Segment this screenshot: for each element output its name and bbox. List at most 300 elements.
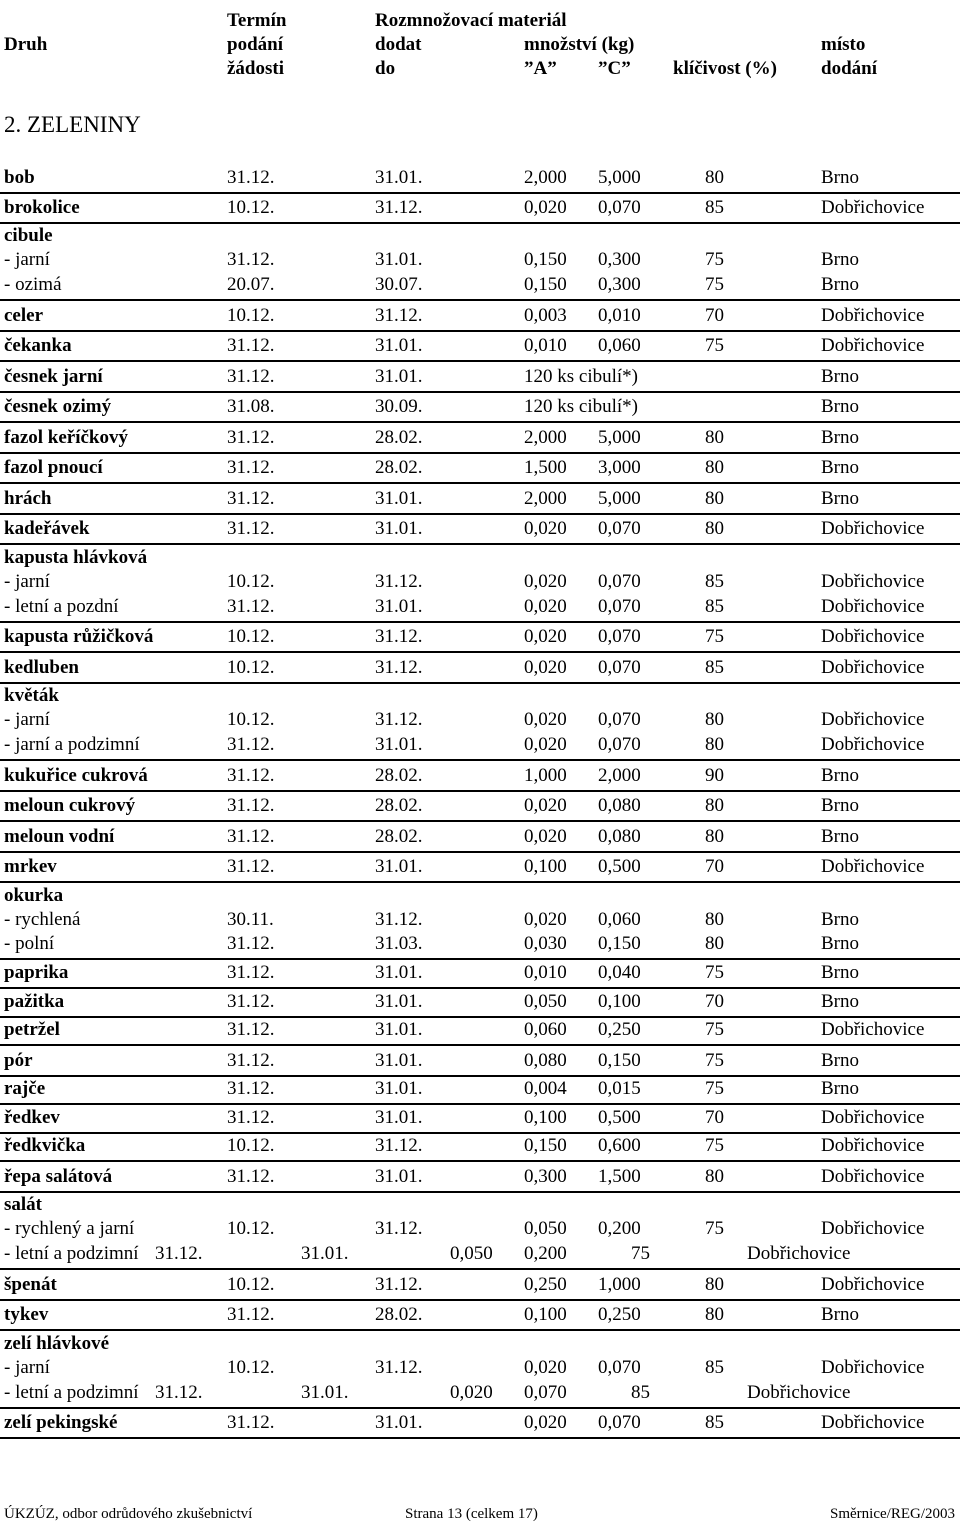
cell-termin-podani: 30.11. — [227, 909, 274, 930]
table-row — [0, 570, 960, 594]
cell-klicivost: 80 — [705, 1166, 724, 1187]
cell-klicivost: 80 — [705, 709, 724, 730]
cell-mnozstvi-c: 0,600 — [598, 1135, 641, 1156]
cell-dodat-do: 31.01. — [375, 1019, 423, 1040]
cell-termin-podani: 20.07. — [227, 274, 275, 295]
crop-name: - jarní — [4, 571, 50, 592]
cell-misto-dodani: Brno — [821, 826, 859, 847]
cell-dodat-do: 28.02. — [375, 457, 423, 478]
cell-mnozstvi-a: 0,020 — [524, 1412, 567, 1433]
crop-name: česnek ozimý — [4, 396, 112, 417]
crop-name: cibule — [4, 225, 53, 246]
table-row — [0, 625, 960, 649]
cell-dodat-do: 31.12. — [375, 1357, 423, 1378]
cell-misto-dodani: Dobřichovice — [821, 596, 925, 617]
cell-klicivost: 80 — [705, 826, 724, 847]
cell-mnozstvi-c: 0,070 — [598, 1357, 641, 1378]
header-misto-2: dodání — [821, 58, 877, 79]
cell-termin-podani: 31.12. — [227, 991, 275, 1012]
cell-misto-dodani: Brno — [821, 909, 859, 930]
cell-misto-dodani: Brno — [821, 962, 859, 983]
cell-misto-dodani: Dobřichovice — [821, 197, 925, 218]
cell-misto-dodani: Dobřichovice — [747, 1382, 851, 1403]
table-row — [0, 1411, 960, 1435]
section-title: 2. ZELENINY — [4, 112, 141, 137]
cell-misto-dodani: Brno — [821, 1078, 859, 1099]
cell-dodat-do: 31.12. — [375, 1218, 423, 1239]
table-row — [0, 1134, 960, 1158]
cell-termin-podani: 31.12. — [227, 826, 275, 847]
table-row — [0, 656, 960, 680]
table-row — [0, 334, 960, 358]
cell-misto-dodani: Brno — [821, 488, 859, 509]
cell-termin-podani: 10.12. — [227, 571, 275, 592]
cell-dodat-do: 30.09. — [375, 396, 423, 417]
cell-dodat-do: 31.01. — [375, 249, 423, 270]
cell-dodat-do: 31.12. — [375, 626, 423, 647]
cell-mnozstvi-a: 0,020 — [524, 826, 567, 847]
cell-termin-podani: 31.12. — [227, 1050, 275, 1071]
cell-dodat-do: 31.01. — [375, 366, 423, 387]
cell-dodat-do: 31.12. — [375, 1274, 423, 1295]
cell-klicivost: 80 — [705, 488, 724, 509]
cell-klicivost: 75 — [705, 1050, 724, 1071]
cell-mnozstvi-a: 0,003 — [524, 305, 567, 326]
table-row — [0, 517, 960, 541]
header-col-c: ”C” — [598, 58, 631, 79]
row-divider — [0, 987, 960, 989]
row-divider — [0, 1103, 960, 1105]
cell-dodat-do: 31.01. — [375, 1107, 423, 1128]
cell-misto-dodani: Dobřichovice — [821, 1019, 925, 1040]
cell-dodat-do: 28.02. — [375, 427, 423, 448]
crop-name: paprika — [4, 962, 69, 983]
row-divider — [0, 1437, 960, 1439]
cell-dodat-do: 28.02. — [375, 765, 423, 786]
cell-klicivost: 75 — [705, 1218, 724, 1239]
table-row — [0, 1303, 960, 1327]
table-row — [0, 884, 960, 908]
crop-name: řepa salátová — [4, 1166, 113, 1187]
cell-mnozstvi-a: 0,020 — [524, 626, 567, 647]
cell-dodat-do: 31.12. — [375, 197, 423, 218]
cell-termin-podani: 31.12. — [227, 933, 275, 954]
cell-klicivost: 80 — [705, 518, 724, 539]
cell-dodat-do: 31.01. — [301, 1382, 349, 1403]
table-row — [0, 248, 960, 272]
cell-dodat-do: 31.12. — [375, 909, 423, 930]
cell-mnozstvi-a: 0,060 — [524, 1019, 567, 1040]
cell-mnozstvi-a: 0,010 — [524, 962, 567, 983]
cell-mnozstvi-c: 0,080 — [598, 826, 641, 847]
cell-klicivost: 80 — [705, 933, 724, 954]
cell-misto-dodani: Brno — [821, 933, 859, 954]
cell-mnozstvi-a: 0,080 — [524, 1050, 567, 1071]
cell-mnozstvi-c: 0,150 — [598, 933, 641, 954]
cell-mnozstvi-a: 0,050 — [450, 1243, 493, 1264]
cell-mnozstvi-a: 0,020 — [524, 709, 567, 730]
table-row — [0, 1242, 960, 1266]
cell-klicivost: 75 — [705, 1078, 724, 1099]
cell-misto-dodani: Brno — [821, 366, 859, 387]
crop-name: - ozimá — [4, 274, 62, 295]
cell-mnozstvi-c: 0,250 — [598, 1304, 641, 1325]
cell-klicivost: 80 — [705, 167, 724, 188]
cell-klicivost: 85 — [705, 657, 724, 678]
cell-dodat-do: 31.01. — [375, 1166, 423, 1187]
row-divider — [0, 192, 960, 194]
cell-dodat-do: 31.12. — [375, 1135, 423, 1156]
table-row — [0, 794, 960, 818]
cell-mnozstvi-c: 0,500 — [598, 1107, 641, 1128]
crop-name: celer — [4, 305, 44, 326]
table-row — [0, 1273, 960, 1297]
cell-termin-podani: 31.12. — [227, 427, 275, 448]
cell-misto-dodani: Dobřichovice — [821, 335, 925, 356]
cell-termin-podani: 31.12. — [227, 249, 275, 270]
cell-dodat-do: 31.01. — [375, 1412, 423, 1433]
row-divider — [0, 452, 960, 454]
cell-termin-podani: 31.08. — [227, 396, 275, 417]
cell-termin-podani: 10.12. — [227, 626, 275, 647]
cell-klicivost: 75 — [705, 335, 724, 356]
cell-misto-dodani: Brno — [821, 274, 859, 295]
cell-klicivost: 85 — [705, 571, 724, 592]
crop-name: meloun cukrový — [4, 795, 136, 816]
row-divider — [0, 421, 960, 423]
crop-name: - rychlený a jarní — [4, 1218, 135, 1239]
cell-mnozstvi-c: 0,060 — [598, 335, 641, 356]
cell-mnozstvi-c: 0,060 — [598, 909, 641, 930]
cell-klicivost: 75 — [631, 1243, 650, 1264]
header-material: Rozmnožovací materiál — [375, 10, 567, 31]
table-row — [0, 1077, 960, 1101]
cell-mnozstvi-c: 0,070 — [598, 596, 641, 617]
cell-termin-podani: 31.12. — [227, 962, 275, 983]
cell-klicivost: 80 — [705, 1274, 724, 1295]
header-termin-2: podání — [227, 34, 283, 55]
cell-dodat-do: 31.01. — [375, 488, 423, 509]
cell-mnozstvi-a: 1,000 — [524, 765, 567, 786]
cell-dodat-do: 31.01. — [375, 1050, 423, 1071]
cell-misto-dodani: Dobřichovice — [821, 1218, 925, 1239]
cell-mnozstvi-c: 0,070 — [598, 1412, 641, 1433]
crop-name: ředkev — [4, 1107, 60, 1128]
crop-name: kapusta růžičková — [4, 626, 154, 647]
cell-klicivost: 75 — [705, 626, 724, 647]
cell-dodat-do: 31.01. — [375, 167, 423, 188]
header-klicivost: klíčivost (%) — [673, 58, 777, 79]
cell-mnozstvi-a: 0,020 — [524, 795, 567, 816]
row-divider — [0, 1299, 960, 1301]
crop-name: čekanka — [4, 335, 72, 356]
cell-mnozstvi-c: 0,070 — [598, 709, 641, 730]
cell-mnozstvi-c: 0,300 — [598, 274, 641, 295]
cell-mnozstvi-c: 0,070 — [598, 626, 641, 647]
cell-termin-podani: 10.12. — [227, 197, 275, 218]
cell-mnozstvi-c: 1,000 — [598, 1274, 641, 1295]
row-divider — [0, 482, 960, 484]
cell-mnozstvi-c: 0,500 — [598, 856, 641, 877]
table-row — [0, 961, 960, 985]
header-mnozstvi: množství (kg) — [524, 34, 635, 55]
cell-dodat-do: 31.12. — [375, 709, 423, 730]
cell-klicivost: 70 — [705, 856, 724, 877]
crop-name: salát — [4, 1194, 42, 1215]
header-col-a: ”A” — [524, 58, 557, 79]
crop-name: tykev — [4, 1304, 49, 1325]
table-row — [0, 990, 960, 1014]
footer-right: Směrnice/REG/2003 — [830, 1506, 955, 1522]
cell-misto-dodani: Dobřichovice — [821, 626, 925, 647]
cell-dodat-do: 31.01. — [375, 734, 423, 755]
cell-mnozstvi-c: 0,200 — [524, 1243, 567, 1264]
cell-mnozstvi-c: 0,070 — [524, 1382, 567, 1403]
row-divider — [0, 958, 960, 960]
cell-misto-dodani: Brno — [821, 427, 859, 448]
table-row — [0, 224, 960, 248]
crop-name: - jarní — [4, 709, 50, 730]
cell-klicivost: 85 — [705, 1412, 724, 1433]
table-row — [0, 684, 960, 708]
cell-mnozstvi-a: 2,000 — [524, 167, 567, 188]
cell-klicivost: 70 — [705, 305, 724, 326]
cell-klicivost: 75 — [705, 1135, 724, 1156]
cell-termin-podani: 31.12. — [227, 457, 275, 478]
cell-termin-podani: 10.12. — [227, 305, 275, 326]
crop-name: pór — [4, 1050, 33, 1071]
cell-mnozstvi-a: 1,500 — [524, 457, 567, 478]
cell-termin-podani: 31.12. — [227, 1078, 275, 1099]
row-divider — [0, 391, 960, 393]
cell-termin-podani: 10.12. — [227, 1274, 275, 1295]
cell-mnozstvi-c: 0,040 — [598, 962, 641, 983]
cell-klicivost: 75 — [705, 249, 724, 270]
header-dodat-2: do — [375, 58, 396, 79]
crop-name: zelí hlávkové — [4, 1333, 110, 1354]
cell-misto-dodani: Brno — [821, 991, 859, 1012]
header-druh: Druh — [4, 34, 48, 55]
cell-mnozstvi-c: 0,070 — [598, 657, 641, 678]
table-row — [0, 1049, 960, 1073]
row-divider — [0, 330, 960, 332]
crop-name: mrkev — [4, 856, 57, 877]
row-divider — [0, 360, 960, 362]
table-row — [0, 908, 960, 932]
cell-mnozstvi-a: 2,000 — [524, 488, 567, 509]
cell-misto-dodani: Dobřichovice — [821, 734, 925, 755]
cell-dodat-do: 31.03. — [375, 933, 423, 954]
cell-termin-podani: 31.12. — [227, 488, 275, 509]
crop-name: - letní a podzimní — [4, 1243, 139, 1264]
cell-mnozstvi-c: 3,000 — [598, 457, 641, 478]
table-row — [0, 855, 960, 879]
cell-mnozstvi-a: 0,020 — [524, 909, 567, 930]
crop-name: meloun vodní — [4, 826, 115, 847]
crop-name: bob — [4, 167, 35, 188]
cell-dodat-do: 31.01. — [375, 335, 423, 356]
crop-name: kapusta hlávková — [4, 547, 148, 568]
table-row — [0, 1018, 960, 1042]
cell-klicivost: 75 — [705, 962, 724, 983]
crop-name: česnek jarní — [4, 366, 103, 387]
cell-mnozstvi-a: 2,000 — [524, 427, 567, 448]
cell-misto-dodani: Dobřichovice — [821, 571, 925, 592]
footer-left: ÚKZÚZ, odbor odrůdového zkušebnictví — [4, 1506, 253, 1522]
table-row — [0, 733, 960, 757]
cell-klicivost: 85 — [705, 1357, 724, 1378]
cell-dodat-do: 30.07. — [375, 274, 423, 295]
row-divider — [0, 651, 960, 653]
cell-termin-podani: 31.12. — [227, 1019, 275, 1040]
cell-dodat-do: 28.02. — [375, 826, 423, 847]
footer-center: Strana 13 (celkem 17) — [405, 1506, 538, 1522]
cell-mnozstvi-a: 0,050 — [524, 1218, 567, 1239]
crop-name: fazol keříčkový — [4, 427, 129, 448]
table-row — [0, 365, 960, 389]
cell-mnozstvi-c: 0,150 — [598, 1050, 641, 1071]
cell-klicivost: 75 — [705, 274, 724, 295]
cell-termin-podani: 10.12. — [227, 1357, 275, 1378]
cell-termin-podani: 31.12. — [227, 856, 275, 877]
cell-termin-podani: 31.12. — [227, 167, 275, 188]
cell-dodat-do: 31.01. — [375, 596, 423, 617]
cell-termin-podani: 10.12. — [227, 1218, 275, 1239]
cell-termin-podani: 31.12. — [155, 1382, 203, 1403]
row-divider — [0, 621, 960, 623]
crop-name: - jarní — [4, 1357, 50, 1378]
cell-mnozstvi-c: 5,000 — [598, 427, 641, 448]
cell-mnozstvi-c: 1,500 — [598, 1166, 641, 1187]
cell-misto-dodani: Dobřichovice — [821, 1274, 925, 1295]
table-row — [0, 166, 960, 190]
table-row — [0, 487, 960, 511]
cell-misto-dodani: Brno — [821, 167, 859, 188]
cell-misto-dodani: Dobřichovice — [821, 1357, 925, 1378]
cell-mnozstvi-c: 2,000 — [598, 765, 641, 786]
row-divider — [0, 851, 960, 853]
cell-dodat-do: 31.01. — [375, 991, 423, 1012]
cell-misto-dodani: Dobřichovice — [821, 1166, 925, 1187]
cell-klicivost: 85 — [705, 596, 724, 617]
row-divider — [0, 790, 960, 792]
cell-mnozstvi-a: 0,004 — [524, 1078, 567, 1099]
table-row — [0, 1332, 960, 1356]
header-termin-1: Termín — [227, 10, 287, 31]
crop-name: fazol pnoucí — [4, 457, 103, 478]
cell-misto-dodani: Dobřichovice — [821, 856, 925, 877]
cell-klicivost: 90 — [705, 765, 724, 786]
cell-mnozstvi-c: 0,200 — [598, 1218, 641, 1239]
cell-mnozstvi-a: 0,150 — [524, 249, 567, 270]
cell-klicivost: 70 — [705, 1107, 724, 1128]
table-row — [0, 825, 960, 849]
row-divider — [0, 1268, 960, 1270]
cell-dodat-do: 28.02. — [375, 1304, 423, 1325]
cell-misto-dodani: Dobřichovice — [821, 1135, 925, 1156]
cell-mnozstvi-a: 0,050 — [524, 991, 567, 1012]
cell-mnozstvi-c: 0,100 — [598, 991, 641, 1012]
cell-dodat-do: 31.12. — [375, 571, 423, 592]
cell-mnozstvi-a: 120 ks cibulí*) — [524, 396, 638, 417]
cell-termin-podani: 31.12. — [227, 366, 275, 387]
cell-termin-podani: 31.12. — [227, 596, 275, 617]
cell-mnozstvi-a: 0,020 — [524, 596, 567, 617]
crop-name: kukuřice cukrová — [4, 765, 148, 786]
cell-misto-dodani: Dobřichovice — [821, 518, 925, 539]
table-row — [0, 708, 960, 732]
cell-klicivost: 85 — [631, 1382, 650, 1403]
table-row — [0, 1356, 960, 1380]
cell-klicivost: 80 — [705, 795, 724, 816]
cell-klicivost: 75 — [705, 1019, 724, 1040]
table-row — [0, 1165, 960, 1189]
cell-mnozstvi-a: 0,030 — [524, 933, 567, 954]
cell-mnozstvi-c: 0,080 — [598, 795, 641, 816]
crop-name: špenát — [4, 1274, 57, 1295]
crop-name: okurka — [4, 885, 64, 906]
cell-mnozstvi-c: 0,250 — [598, 1019, 641, 1040]
cell-mnozstvi-a: 0,020 — [450, 1382, 493, 1403]
cell-dodat-do: 31.12. — [375, 305, 423, 326]
cell-klicivost: 85 — [705, 197, 724, 218]
table-row — [0, 932, 960, 956]
cell-dodat-do: 31.01. — [301, 1243, 349, 1264]
table-row — [0, 456, 960, 480]
cell-mnozstvi-a: 120 ks cibulí*) — [524, 366, 638, 387]
cell-mnozstvi-c: 0,300 — [598, 249, 641, 270]
cell-klicivost: 80 — [705, 1304, 724, 1325]
cell-mnozstvi-a: 0,100 — [524, 1304, 567, 1325]
cell-klicivost: 80 — [705, 734, 724, 755]
cell-klicivost: 80 — [705, 909, 724, 930]
table-row — [0, 764, 960, 788]
cell-mnozstvi-a: 0,100 — [524, 856, 567, 877]
cell-termin-podani: 31.12. — [227, 1304, 275, 1325]
row-divider — [0, 1329, 960, 1331]
crop-name: květák — [4, 685, 59, 706]
cell-mnozstvi-a: 0,020 — [524, 734, 567, 755]
cell-mnozstvi-c: 0,070 — [598, 571, 641, 592]
cell-termin-podani: 31.12. — [227, 1107, 275, 1128]
cell-mnozstvi-a: 0,010 — [524, 335, 567, 356]
crop-name: - jarní a podzimní — [4, 734, 140, 755]
crop-name: ředkvička — [4, 1135, 86, 1156]
table-row — [0, 595, 960, 619]
cell-misto-dodani: Brno — [821, 1304, 859, 1325]
cell-termin-podani: 31.12. — [227, 765, 275, 786]
cell-klicivost: 80 — [705, 457, 724, 478]
cell-mnozstvi-c: 5,000 — [598, 488, 641, 509]
cell-termin-podani: 10.12. — [227, 657, 275, 678]
cell-klicivost: 70 — [705, 991, 724, 1012]
cell-misto-dodani: Dobřichovice — [821, 709, 925, 730]
crop-name: rajče — [4, 1078, 46, 1099]
cell-termin-podani: 10.12. — [227, 1135, 275, 1156]
table-row — [0, 1381, 960, 1405]
cell-mnozstvi-a: 0,150 — [524, 1135, 567, 1156]
row-divider — [0, 820, 960, 822]
crop-name: pažitka — [4, 991, 65, 1012]
cell-misto-dodani: Dobřichovice — [821, 1107, 925, 1128]
header-termin-3: žádosti — [227, 58, 284, 79]
cell-termin-podani: 31.12. — [227, 518, 275, 539]
cell-termin-podani: 10.12. — [227, 709, 275, 730]
cell-misto-dodani: Brno — [821, 1050, 859, 1071]
crop-name: hrách — [4, 488, 52, 509]
table-row — [0, 304, 960, 328]
cell-misto-dodani: Brno — [821, 396, 859, 417]
